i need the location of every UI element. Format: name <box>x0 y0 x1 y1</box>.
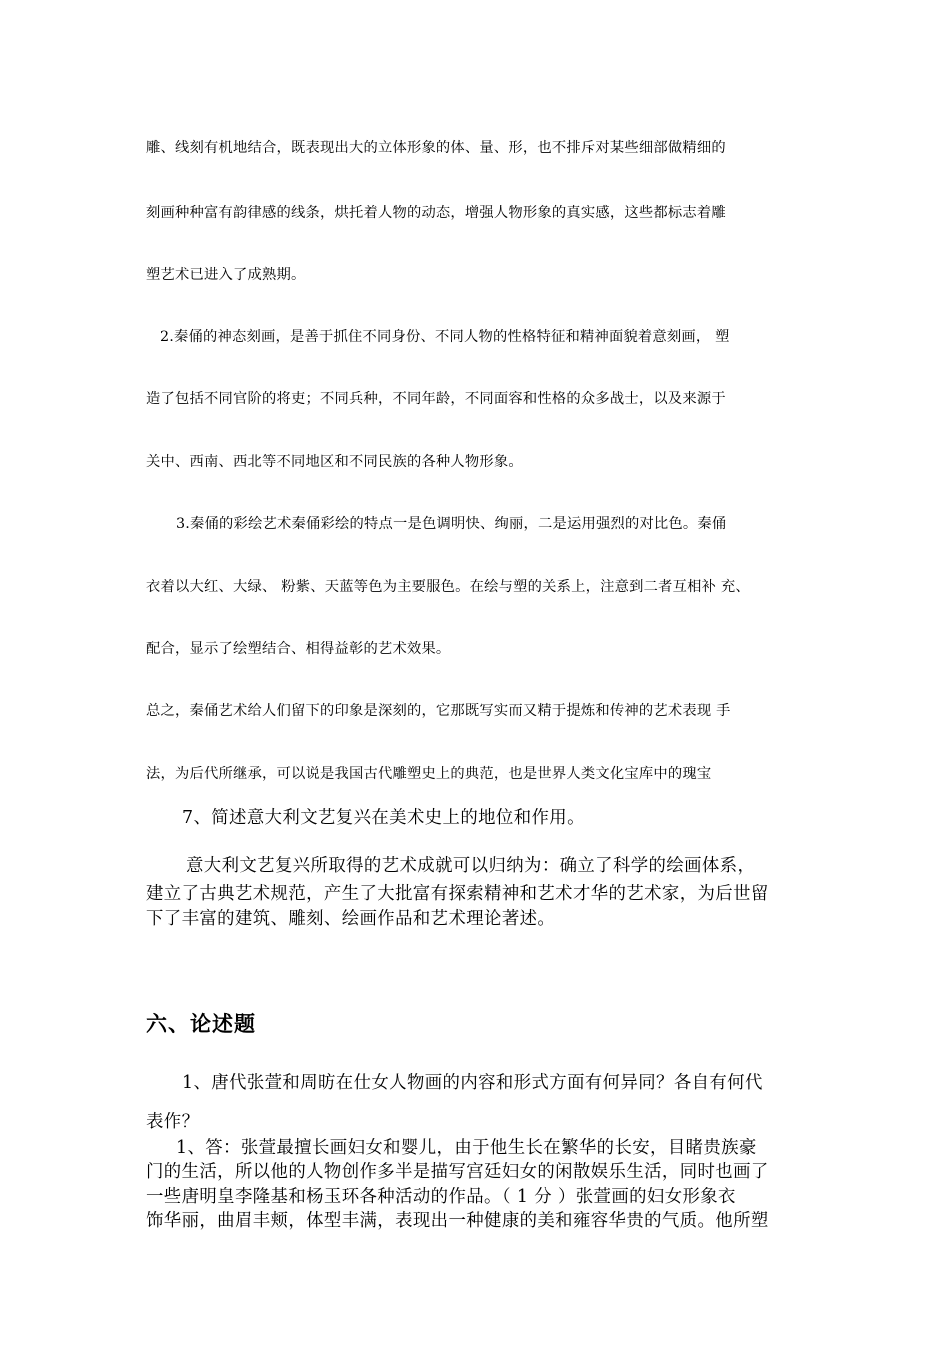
section-title: 六、论述题 <box>146 1011 256 1036</box>
answer-line: 下了丰富的建筑、雕刻、绘画作品和艺术理论著述。 <box>146 909 556 929</box>
answer-line: 门的生活，所以他的人物创作多半是描写宫廷妇女的闲散娱乐生活，同时也画了 <box>146 1162 769 1182</box>
paragraph-line: 刻画种种富有韵律感的线条，烘托着人物的动态，增强人物形象的真实感，这些都标志着雕 <box>146 205 726 221</box>
answer-line: 1、答：张萱最擅长画妇女和婴儿，由于他生长在繁华的长安，目睹贵族豪 <box>176 1138 757 1158</box>
answer-line: 意大利文艺复兴所取得的艺术成就可以归纳为：确立了科学的绘画体系， <box>186 856 756 876</box>
paragraph-line: 造了包括不同官阶的将吏；不同兵种，不同年龄，不同面容和性格的众多战士，以及来源于 <box>146 391 726 407</box>
answer-line: 建立了古典艺术规范，产生了大批富有探索精神和艺术才华的艺术家，为后世留 <box>146 884 769 904</box>
paragraph-line: 法，为后代所继承，可以说是我国古代雕塑史上的典范，也是世界人类文化宝库中的瑰宝 <box>146 766 712 782</box>
question-heading: 表作？ <box>146 1112 200 1132</box>
paragraph-line: 2.秦俑的神态刻画，是善于抓住不同身份、不同人物的性格特征和精神面貌着意刻画， 塑 <box>160 329 730 345</box>
paragraph-line: 3.秦俑的彩绘艺术秦俑彩绘的特点一是色调明快、绚丽，二是运用强烈的对比色。秦俑 <box>176 516 727 532</box>
answer-line: 一些唐明皇李隆基和杨玉环各种活动的作品。（ 1 分 ）张萱画的妇女形象衣 <box>146 1187 736 1207</box>
paragraph-line: 雕、线刻有机地结合，既表现出大的立体形象的体、量、形，也不排斥对某些细部做精细的 <box>146 140 726 156</box>
paragraph-line: 配合，显示了绘塑结合、相得益彰的艺术效果。 <box>146 641 451 657</box>
question-heading: 7、简述意大利文艺复兴在美术史上的地位和作用。 <box>182 808 585 828</box>
question-heading: 1、唐代张萱和周昉在仕女人物画的内容和形式方面有何异同？各自有何代 <box>182 1073 763 1093</box>
answer-line: 饰华丽，曲眉丰颊，体型丰满，表现出一种健康的美和雍容华贵的气质。他所塑 <box>146 1211 769 1231</box>
paragraph-line: 总之，秦俑艺术给人们留下的印象是深刻的，它那既写实而又精于提炼和传神的艺术表现 手 <box>146 703 731 719</box>
paragraph-line: 衣着以大红、大绿、 粉紫、天蓝等色为主要服色。在绘与塑的关系上，注意到二者互相补 充、 <box>146 579 750 595</box>
paragraph-line: 关中、西南、西北等不同地区和不同民族的各种人物形象。 <box>146 454 523 470</box>
paragraph-line: 塑艺术已进入了成熟期。 <box>146 267 306 283</box>
